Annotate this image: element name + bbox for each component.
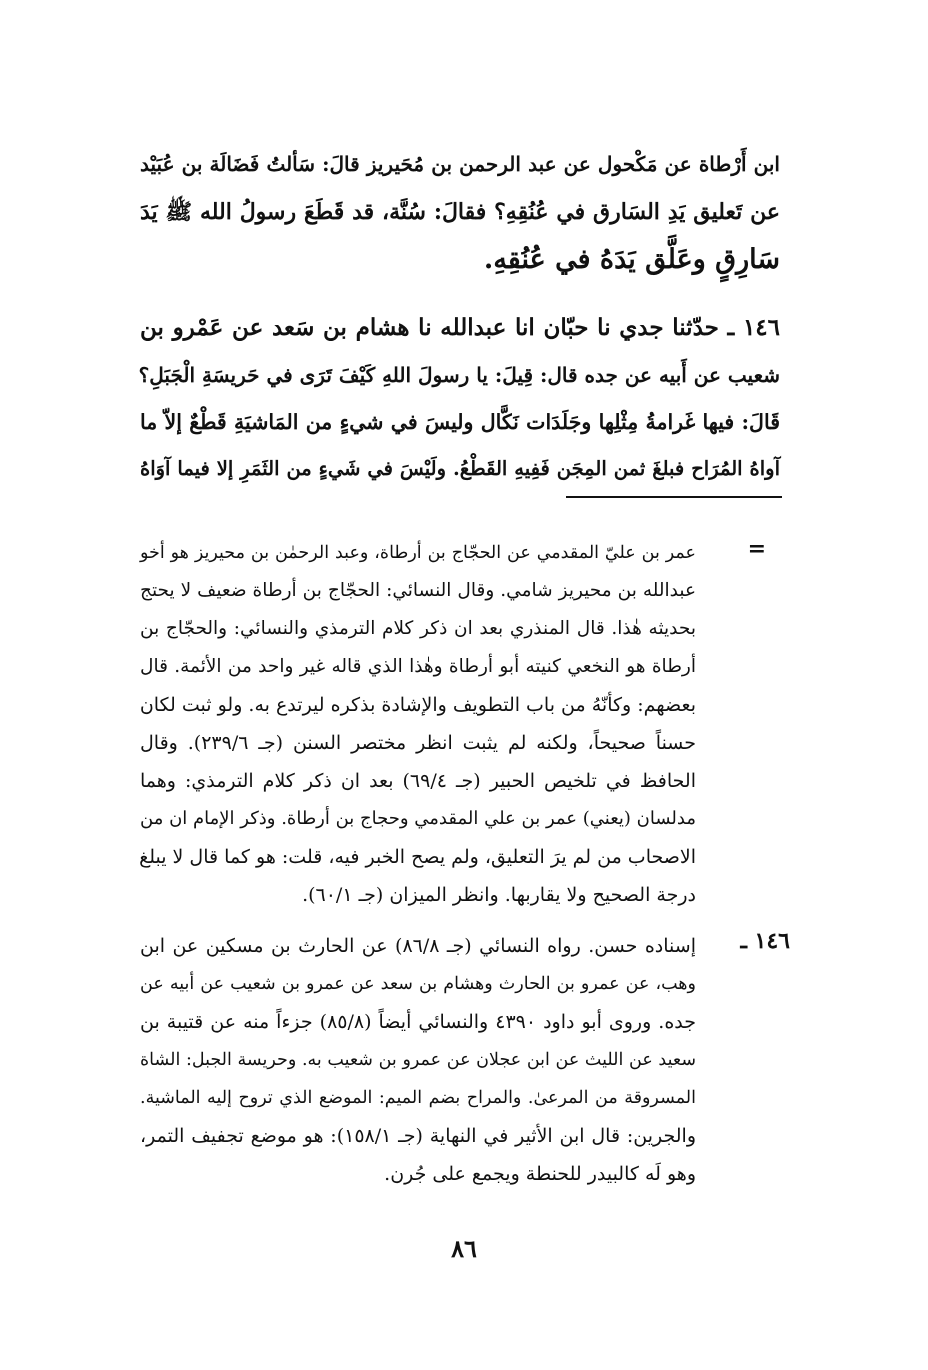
hadith-number: ١٤٦ ـ (727, 314, 780, 341)
footnote-line: درجة الصحيح ولا يقاربها. وانظر الميزان (جـ ٦٠/١). (302, 884, 696, 906)
footnote-line: عمر بن عليّ المقدمي عن الحجّاج بن أرطاة، وعبد الرحمٰن بن محيريز هو أخو (140, 543, 696, 563)
footnote-line: حسناً صحيحاً، ولكنه لم يثبت انظر مختصر السنن (جـ ٢٣٩/٦). وقال (140, 732, 696, 754)
continuation-marker: = (747, 536, 766, 562)
footnote-line: بعضهم: وكأنّهُ من باب التطويف والإشادة بذكره ليرتدع به. ولو ثبت لكان (139, 694, 696, 716)
footnote-line: وهب، عن عمرو بن الحارث وهشام بن سعد عن عمرو بن شعيب عن أبيه عن (140, 974, 696, 994)
main-line: قَالَ: فيها غَرامةُ مِثْلِها وجَلَدَات نَكَّال وليسَ في شيءٍ من المَاشيَةِ قَطْعٌ إلاّ ما (140, 410, 780, 434)
footnote-line: سعيد عن الليث عن ابن عجلان عن عمرو بن شعيب به. وحريسة الجبل: الشاة (140, 1050, 696, 1070)
footnote-line: والجرين: قال ابن الأثير في النهاية (جـ ١٥٨/١): هو موضع تجفيف التمر، (140, 1125, 697, 1147)
footnote-line: المسروقة من المرعىٰ. والمراح بضم الميم: الموضع الذي تروح إليه الماشية. (140, 1088, 696, 1108)
footnote-number-146: ١٤٦ ـ (740, 928, 790, 954)
footnote-line: مدلسان (يعني) عمر بن علي المقدمي وحجاج بن أرطاة. وذكر الإمام ان من (140, 808, 696, 829)
footnote-line: الحافظ في تلخيص الحبير (جـ ٦٩/٤) بعد ان ذكر كلام الترمذي: وهما (140, 770, 696, 792)
main-line: شعيب عن أَبيه عن جده قال: قِيلَ: يا رسولَ اللهِ كَيْفَ تَرَى في حَريسَةِ الْجَبَلِ؟ (138, 363, 780, 387)
main-line: سَارِقٍ وعَلَّق يَدَهُ في عُنُقِهِ. (483, 244, 780, 275)
main-line: حدّثنا جدي نا حبّان انا عبدالله نا هشام بن سَعد عن عَمْرو بن (140, 314, 719, 341)
main-line: عن تَعليق يَدِ السَارق في عُنُقِهِ؟ فقالَ: سُنَّة، قد قَطَعَ رسولُ الله ﷺ يَدَ (140, 199, 780, 225)
hadith-146-first-line (140, 306, 780, 350)
footnote-line: إسناده حسن. رواه النسائي (جـ ٨٦/٨) عن الحارث بن مسكين عن ابن (140, 935, 696, 957)
footnote-line: وهو لَه كالبيدر للحنطة ويجمع على جُرن. (384, 1163, 696, 1185)
page-number: ٨٦ (451, 1234, 477, 1263)
footnote-line: الاصحاب من لم يرَ التعليق، ولم يصح الخبر فيه، قلت: هو كما قال لا يبلغ (139, 846, 696, 868)
footnote-line: بحديثه هٰذا. قال المنذري بعد ان ذكر كلام الترمذي والنسائي: والحجّاج بن (140, 618, 696, 639)
footnote-line: أرطاة هو النخعي كنيته أبو أرطاة وهٰذا الذي قاله غير واحد من الأئمة. قال (140, 656, 696, 677)
main-line: ابن أَرْطاة عن مَكْحول عن عبد الرحمن بن مُحَيريز قالَ: سَألتُ فَضَالَة بن عُبَيْد (140, 152, 780, 176)
main-line: آواهُ المُرَاح فبلغَ ثمن المِجَن فَفِيهِ القَطْعُ. ولَيْسَ في شَيءٍ من الثَمَرِ إلا فيما آوَاهُ (140, 457, 780, 480)
footnote-divider (566, 496, 782, 498)
footnote-line: عبدالله بن محيريز شامي. وقال النسائي: الحجّاج بن أرطاة ضعيف لا يحتج (140, 580, 696, 601)
footnote-line: جده. وروى أبو داود ٤٣٩٠ والنسائي أيضاً (٨٥/٨) جزءاً منه عن قتيبة بن (140, 1011, 696, 1033)
